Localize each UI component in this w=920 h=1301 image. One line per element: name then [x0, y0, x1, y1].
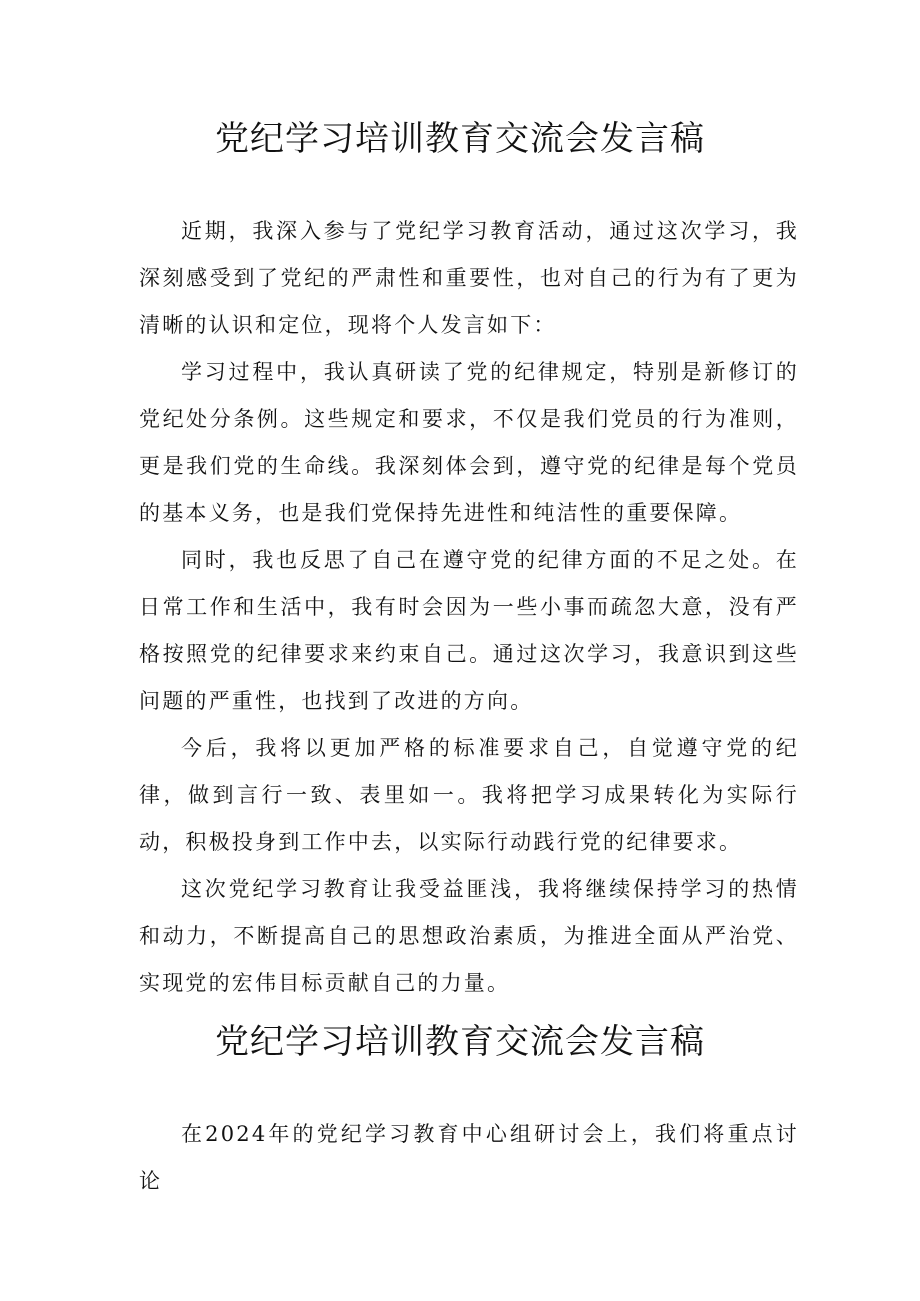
- paragraph: 同时，我也反思了自己在遵守党的纪律方面的不足之处。在日常工作和生活中，我有时会因为一些小事而疏忽大意，没有严格按照党的纪律要求来约束自己。通过这次学习，我意识到这些问题的严重性，也找到了改进的方向。: [139, 548, 799, 713]
- paragraph: 在2024年的党纪学习教育中心组研讨会上，我们将重点讨论: [139, 1122, 799, 1193]
- document-body: [139, 208, 799, 1007]
- paragraph: 这次党纪学习教育让我受益匪浅，我将继续保持学习的热情和动力，不断提高自己的思想政治素质，为推进全面从严治党、实现党的宏伟目标贡献自己的力量。: [139, 877, 799, 995]
- paragraph: 近期，我深入参与了党纪学习教育活动，通过这次学习，我深刻感受到了党纪的严肃性和重要性，也对自己的行为有了更为清晰的认识和定位，现将个人发言如下：: [139, 219, 799, 337]
- second-document-body: [139, 1111, 799, 1205]
- paragraph: 学习过程中，我认真研读了党的纪律规定，特别是新修订的党纪处分条例。这些规定和要求，不仅是我们党员的行为准则，更是我们党的生命线。我深刻体会到，遵守党的纪律是每个党员的基本义务，也是我们党保持先进性和纯洁性的重要保障。: [139, 360, 799, 525]
- document-title: 党纪学习培训教育交流会发言稿: [215, 119, 705, 159]
- second-document-title: 党纪学习培训教育交流会发言稿: [215, 1022, 705, 1062]
- paragraph: 今后，我将以更加严格的标准要求自己，自觉遵守党的纪律，做到言行一致、表里如一。我将把学习成果转化为实际行动，积极投身到工作中去，以实际行动践行党的纪律要求。: [139, 736, 799, 854]
